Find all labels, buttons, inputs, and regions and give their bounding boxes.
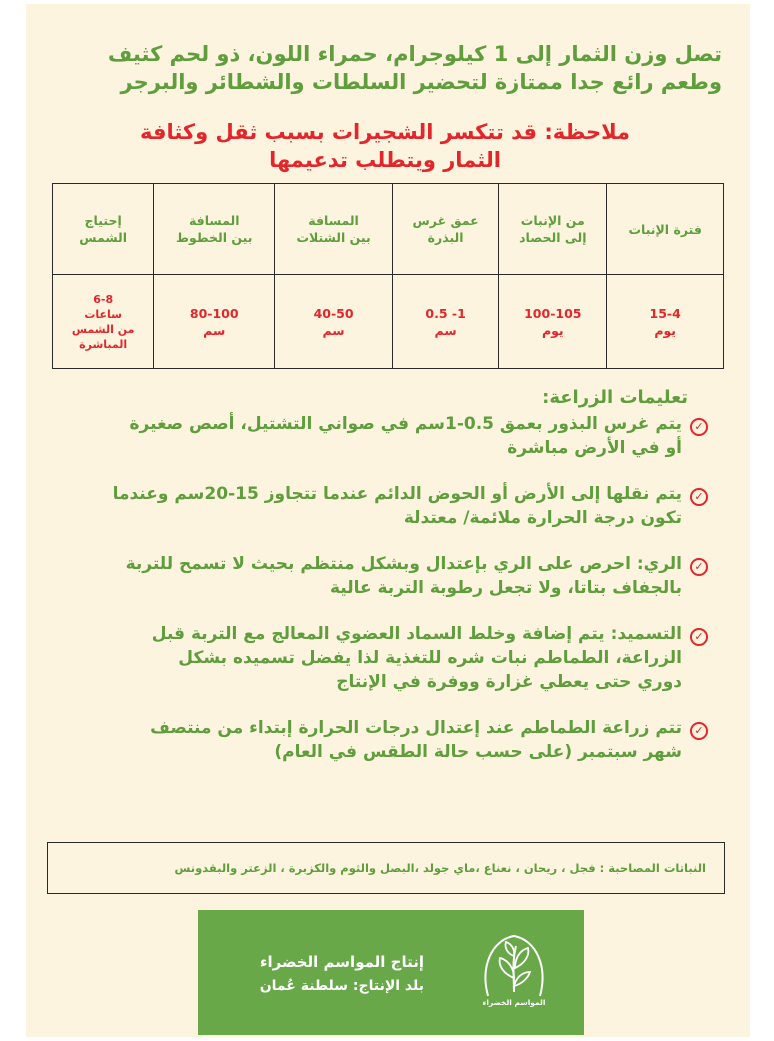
step-line: يتم نقلها إلى الأرض أو الحوض الدائم عندما تتجاوز 15-20سم وعندما (112, 484, 682, 504)
instruction-step (48, 482, 708, 530)
step-line: دوري حتى يعطي غزارة ووفرة في الإنتاج (336, 672, 682, 692)
description-line: تصل وزن الثمار إلى 1 كيلوجرام، حمراء اللون، ذو لحم كثيف (107, 42, 722, 66)
header-cell-row-spacing: المسافة بين الخطوط (154, 184, 275, 275)
note-line: ملاحظة: قد تتكسر الشجيرات بسبب ثقل وكثافة (139, 120, 631, 144)
step-line: تتم زراعة الطماطم عند إعتدال درجات الحرارة إبتداء من منتصف (150, 718, 682, 738)
header-cell-harvest: من الإنبات إلى الحصاد (499, 184, 607, 275)
producer-info (260, 950, 424, 998)
description-line: وطعم رائع جدا ممتازة لتحضير السلطات والشطائر والبرجر (120, 70, 722, 94)
origin-country: بلد الإنتاج: سلطنة عُمان (259, 978, 424, 994)
instruction-step (48, 716, 708, 764)
value-cell-harvest: 100-105 يوم (499, 275, 607, 369)
header-cell-germination: فترة الإنبات (607, 184, 724, 275)
value-cell-row-spacing: 80-100 سم (154, 275, 275, 369)
table-value-row (53, 275, 724, 369)
instruction-step (48, 622, 708, 694)
logo-text: المواسم الخضراء (482, 998, 546, 1007)
header-cell-plant-spacing: المسافة بين الشتلات (275, 184, 393, 275)
step-line: بالجفاف بتاتا، ولا تجعل رطوبة التربة عالية (329, 578, 682, 598)
leafy-plant-logo-icon (474, 926, 554, 1030)
value-cell-sun: 6-8 ساعات من الشمس المباشرة (53, 275, 154, 369)
step-line: شهر سبتمبر (على حسب حالة الطقس في العام) (274, 742, 682, 762)
producer-footer (198, 910, 584, 1035)
check-circle-icon: ✓ (690, 722, 708, 740)
step-line: يتم غرس البذور بعمق 0.5-1سم في صواني التشتيل، أصص صغيرة (129, 414, 682, 434)
note-line: الثمار ويتطلب تدعيمها (269, 148, 501, 172)
check-circle-icon: ✓ (690, 488, 708, 506)
instruction-step (48, 552, 708, 600)
companion-plants-box: النباتات المصاحبة : فجل ، ريحان ، نعناع ،ماي جولد ،البصل والثوم والكزبرة ، الزعتر والبقدونس (47, 842, 725, 894)
value-cell-germination: 15-4 يوم (607, 275, 724, 369)
value-cell-plant-spacing: 40-50 سم (275, 275, 393, 369)
step-line: التسميد: يتم إضافة وخلط السماد العضوي المعالج مع التربة قبل (151, 624, 682, 644)
check-circle-icon: ✓ (690, 418, 708, 436)
value-cell-depth: 1- 0.5 سم (392, 275, 498, 369)
table-header-row (53, 184, 724, 275)
instructions-title: تعليمات الزراعة: (542, 387, 688, 408)
header-cell-sun: إحتياج الشمس (53, 184, 154, 275)
step-line: أو في الأرض مباشرة (507, 438, 682, 458)
step-line: الري: احرص على الري بإعتدال وبشكل منتظم بحيث لا تسمح للتربة (125, 554, 682, 574)
step-line: الزراعة، الطماطم نبات شره للتغذية لذا يفضل تسميده بشكل (178, 648, 682, 668)
planting-instructions (48, 386, 708, 764)
product-description (40, 40, 722, 96)
check-circle-icon: ✓ (690, 558, 708, 576)
header-cell-depth: عمق غرس البذرة (392, 184, 498, 275)
growing-specs-table (52, 183, 724, 369)
step-line: تكون درجة الحرارة ملائمة/ معتدلة (403, 508, 682, 528)
check-circle-icon: ✓ (690, 628, 708, 646)
instruction-step (48, 412, 708, 460)
producer-name: إنتاج المواسم الخضراء (259, 953, 424, 971)
warning-note (60, 118, 710, 174)
